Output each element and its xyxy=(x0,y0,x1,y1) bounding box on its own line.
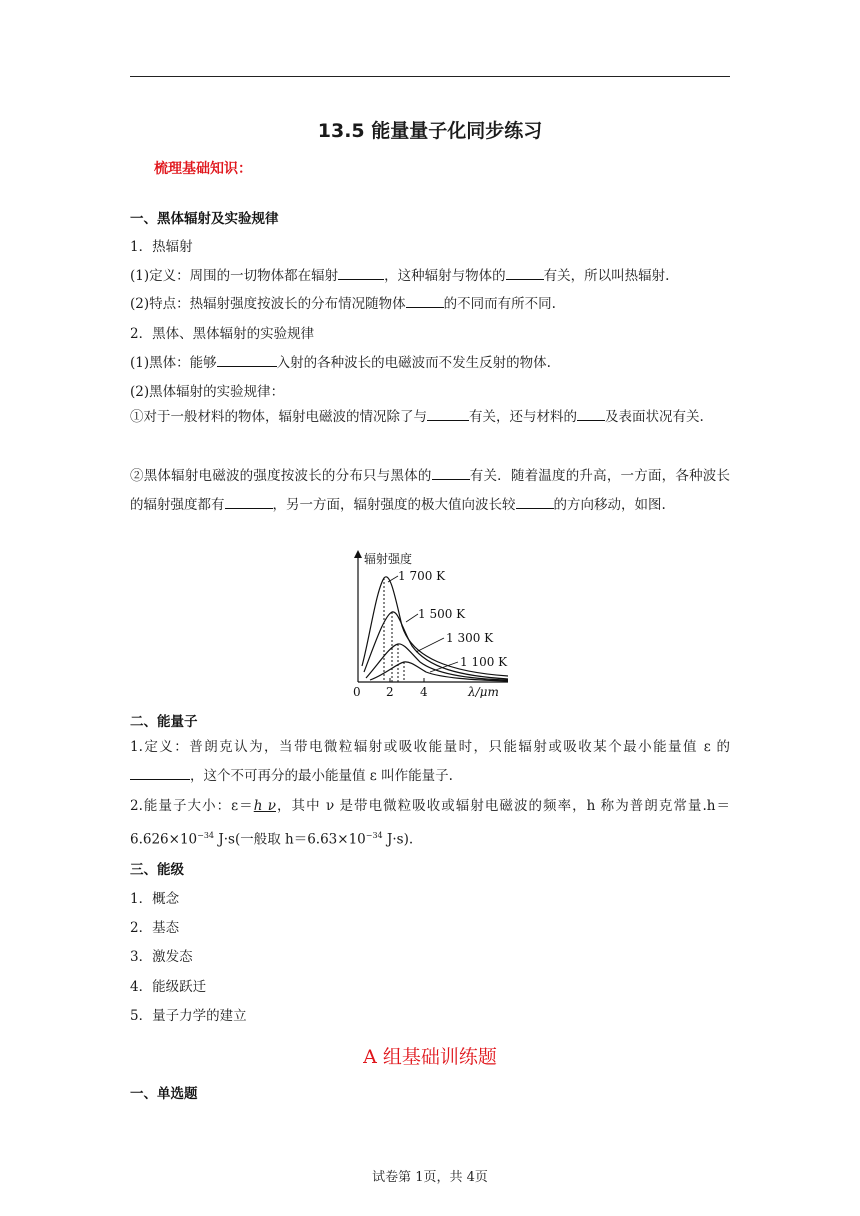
series-label-1700k: 1 700 K xyxy=(398,569,446,583)
x-tick-label: 0 xyxy=(353,685,361,698)
blank-field[interactable] xyxy=(577,406,605,421)
y-axis-arrow xyxy=(354,550,362,558)
label-leader xyxy=(416,638,444,652)
y-axis-label: 辐射强度 xyxy=(364,552,413,566)
text-paragraph: 2.能量子大小：ε＝h ν，其中 ν 是带电微粒吸收或辐射电磁波的频率，h 称为普朗克常量$.h=6.626\times 10^{-34}$ J·s(一般取 $h=6.63\times 10^{-34}$ J·s). xyxy=(130,798,730,848)
list-item: 3．激发态 xyxy=(130,949,193,965)
blank-field[interactable] xyxy=(516,494,554,509)
text-line: (2)黑体辐射的实验规律： xyxy=(130,384,285,400)
list-item: 4．能级跃迁 xyxy=(130,979,207,995)
list-item: 5．量子力学的建立 xyxy=(130,1008,247,1024)
text-line: (2)特点：热辐射强度按波长的分布情况随物体 的不同而有所不同. xyxy=(130,292,556,312)
text-line: (1)黑体：能够 入射的各种波长的电磁波而不发生反射的物体. xyxy=(130,351,551,371)
blank-field[interactable] xyxy=(427,406,469,421)
text-line: 2．黑体、黑体辐射的实验规律 xyxy=(130,326,315,342)
page-title: 13.5 能量量子化同步练习 xyxy=(317,120,543,142)
list-item: 2．基态 xyxy=(130,920,180,936)
x-axis-label: λ/μm xyxy=(468,685,499,698)
text-paragraph: ①对于一般材料的物体，辐射电磁波的情况除了与 有关，还与材料的 及表面状况有关. xyxy=(130,403,730,432)
page-footer: 试卷第 1页，共 4页 xyxy=(372,1170,488,1185)
series-label-1500k: 1 500 K xyxy=(418,607,466,621)
blackbody-radiation-chart xyxy=(340,546,520,698)
text-paragraph: 1.定义：普朗克认为，当带电微粒辐射或吸收能量时，只能辐射或吸收某个最小能量值 ε 的，这个不可再分的最小能量值 ε 叫作能量子. xyxy=(130,739,730,784)
top-rule xyxy=(130,76,730,77)
blank-field[interactable] xyxy=(217,352,277,367)
section-heading-4: 一、单选题 xyxy=(130,1086,198,1102)
text-paragraph: ②黑体辐射电磁波的强度按波长的分布只与黑体的 有关．随着温度的升高，一方面，各种波长的辐射强度都有 ，另一方面，辐射强度的极大值向波长较 的方向移动，如图. xyxy=(130,462,730,520)
blank-field[interactable] xyxy=(130,765,190,780)
section-heading-basics: 梳理基础知识： xyxy=(154,161,252,177)
blank-field[interactable] xyxy=(432,465,470,480)
label-leader xyxy=(406,614,418,622)
formula-hv: h ν xyxy=(253,798,276,814)
list-item: 1．概念 xyxy=(130,891,180,907)
blank-field[interactable] xyxy=(506,265,544,280)
section-heading-3: 三、能级 xyxy=(130,862,184,878)
text-line: (1)定义：周围的一切物体都在辐射 ，这种辐射与物体的 有关，所以叫热辐射. xyxy=(130,264,669,284)
series-label-1300k: 1 300 K xyxy=(446,631,494,645)
blank-field[interactable] xyxy=(406,293,444,308)
group-title: A 组基础训练题 xyxy=(363,1046,497,1068)
x-tick-label: 4 xyxy=(420,685,428,698)
x-tick-label: 2 xyxy=(386,685,394,698)
section-heading-1: 一、黑体辐射及实验规律 xyxy=(130,211,279,227)
text-line: 1．热辐射 xyxy=(130,239,193,255)
section-heading-2: 二、能量子 xyxy=(130,714,198,730)
blank-field[interactable] xyxy=(338,265,384,280)
blank-field[interactable] xyxy=(225,494,273,509)
series-label-1100k: 1 100 K xyxy=(460,655,508,669)
